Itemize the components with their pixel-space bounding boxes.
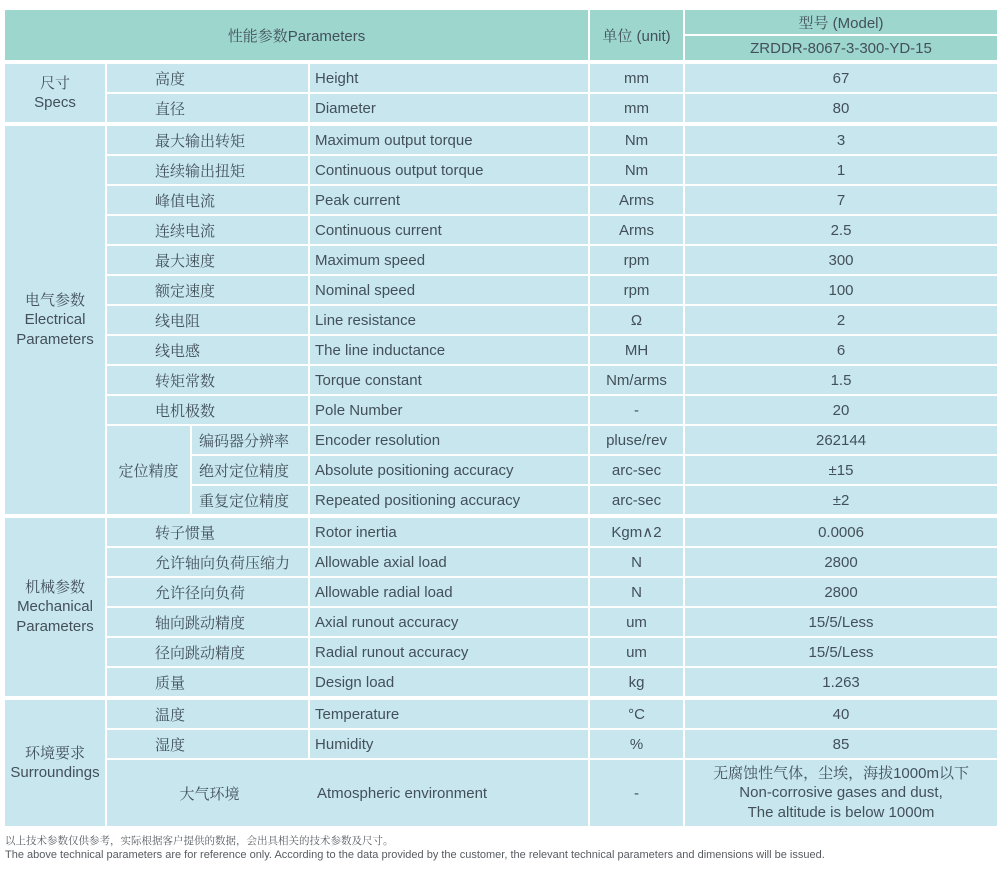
table-row [4, 637, 998, 667]
param-name-cn: 绝对定位精度 [191, 455, 309, 485]
unit-cell: arc-sec [589, 455, 684, 485]
section-label-en: Electrical Parameters [16, 311, 94, 348]
value-line: Non-corrosive gases and dust, [739, 784, 943, 802]
param-name-en: Peak current [309, 185, 589, 215]
table-row [4, 729, 998, 759]
value-cell: 2.5 [684, 215, 998, 245]
unit-cell: N [589, 577, 684, 607]
section-label-en: Mechanical Parameters [16, 598, 94, 635]
subgroup-label: 定位精度 [106, 425, 191, 515]
unit-cell: Kgm∧2 [589, 517, 684, 547]
datasheet-page [3, 8, 997, 863]
value-cell: 3 [684, 125, 998, 155]
unit-cell: Arms [589, 185, 684, 215]
param-name-cn: 允许轴向负荷压缩力 [106, 547, 309, 577]
param-name-cn: 额定速度 [106, 275, 309, 305]
param-name-en: Humidity [309, 729, 589, 759]
param-name-en: Atmospheric environment [317, 784, 488, 802]
value-cell: 1 [684, 155, 998, 185]
param-name-en: Continuous current [309, 215, 589, 245]
table-row [4, 63, 998, 93]
section-label-en: Surroundings [10, 764, 100, 781]
unit-cell: N [589, 547, 684, 577]
param-name-en: Height [309, 63, 589, 93]
value-cell: 1.5 [684, 365, 998, 395]
param-name-cn: 最大速度 [106, 245, 309, 275]
unit-cell: rpm [589, 245, 684, 275]
param-name-cn: 连续输出扭矩 [106, 155, 309, 185]
value-cell: 262144 [684, 425, 998, 455]
unit-cell: Nm [589, 155, 684, 185]
table-row [4, 395, 998, 425]
param-name-cn: 转子惯量 [106, 517, 309, 547]
unit-cell: % [589, 729, 684, 759]
unit-cell: - [589, 759, 684, 827]
value-cell [684, 759, 998, 827]
spec-sections [3, 62, 997, 828]
footnote-cn: 以上技术参数仅供参考，实际根据客户提供的数据，会出具相关的技术参数及尺寸。 [5, 835, 394, 847]
param-name-en: Encoder resolution [309, 425, 589, 455]
param-name-cn: 电机极数 [106, 395, 309, 425]
param-name-cn: 直径 [106, 93, 309, 123]
unit-cell: kg [589, 667, 684, 697]
section-table-surroundings [3, 698, 999, 828]
param-name-cn: 大气环境 [179, 785, 240, 803]
section-label [4, 63, 106, 123]
section-table-electrical [3, 124, 999, 516]
section-table-mechanical [3, 516, 999, 698]
value-cell: 15/5/Less [684, 637, 998, 667]
value-cell: 85 [684, 729, 998, 759]
value-cell: 6 [684, 335, 998, 365]
param-name-en: Rotor inertia [309, 517, 589, 547]
param-name-cn: 线电阻 [106, 305, 309, 335]
param-name-cn: 转矩常数 [106, 365, 309, 395]
section-label-cn: 尺寸 [39, 74, 70, 92]
table-row [4, 667, 998, 697]
param-name-cn: 轴向跳动精度 [106, 607, 309, 637]
param-name-en: Allowable radial load [309, 577, 589, 607]
table-row [4, 155, 998, 185]
value-cell: 40 [684, 699, 998, 729]
param-name-cn: 连续电流 [106, 215, 309, 245]
unit-cell: rpm [589, 275, 684, 305]
value-cell: 2800 [684, 547, 998, 577]
param-name-en: Radial runout accuracy [309, 637, 589, 667]
table-row [4, 215, 998, 245]
value-cell: 80 [684, 93, 998, 123]
param-name-en: Nominal speed [309, 275, 589, 305]
param-name-en: Diameter [309, 93, 589, 123]
param-name-cn: 峰值电流 [106, 185, 309, 215]
unit-cell: pluse/rev [589, 425, 684, 455]
section-label [4, 699, 106, 827]
table-row [4, 425, 998, 455]
table-row [4, 607, 998, 637]
model-header-cell: 型号 (Model) [684, 9, 998, 35]
value-cell: 2 [684, 305, 998, 335]
value-cell: 15/5/Less [684, 607, 998, 637]
value-cell: 1.263 [684, 667, 998, 697]
section-label-cn: 机械参数 [24, 578, 85, 596]
unit-cell: um [589, 637, 684, 667]
unit-cell: Ω [589, 305, 684, 335]
param-name-cn: 湿度 [106, 729, 309, 759]
spec-table-header [3, 8, 999, 62]
unit-cell: - [589, 395, 684, 425]
section-label [4, 517, 106, 697]
parameters-header-cell: 性能参数Parameters [4, 9, 589, 61]
param-name-cn: 最大输出转矩 [106, 125, 309, 155]
unit-cell: arc-sec [589, 485, 684, 515]
param-name-cn: 温度 [106, 699, 309, 729]
unit-cell: °C [589, 699, 684, 729]
value-cell: 2800 [684, 577, 998, 607]
table-row [4, 275, 998, 305]
value-line: The altitude is below 1000m [747, 803, 935, 821]
table-row [4, 125, 998, 155]
unit-cell: mm [589, 93, 684, 123]
param-name-en: Axial runout accuracy [309, 607, 589, 637]
param-name-en: Design load [309, 667, 589, 697]
param-name-cn: 质量 [106, 667, 309, 697]
section-label-en: Specs [34, 94, 76, 111]
footnote-en: The above technical parameters are for reference only. According to the data provided by the customer, the relevant technical parameters and dimensions will be issued. [5, 849, 825, 862]
param-name-cn: 线电感 [106, 335, 309, 365]
model-value-cell: ZRDDR-8067-3-300-YD-15 [684, 35, 998, 61]
table-row [4, 517, 998, 547]
param-name-en: Torque constant [309, 365, 589, 395]
param-name-en: Allowable axial load [309, 547, 589, 577]
section-label-cn: 环境要求 [24, 744, 85, 762]
value-line: 无腐蚀性气体，尘埃，海拔1000m以下 [713, 765, 969, 783]
value-cell: 20 [684, 395, 998, 425]
unit-header-cell: 单位 (unit) [589, 9, 684, 61]
param-name-en: Maximum output torque [309, 125, 589, 155]
unit-cell: mm [589, 63, 684, 93]
table-row [4, 547, 998, 577]
param-name-cn: 允许径向负荷 [106, 577, 309, 607]
unit-cell: um [589, 607, 684, 637]
table-row [4, 245, 998, 275]
value-cell: 67 [684, 63, 998, 93]
param-name-cn: 编码器分辨率 [191, 425, 309, 455]
value-cell: ±15 [684, 455, 998, 485]
param-name-en: Pole Number [309, 395, 589, 425]
value-cell: 100 [684, 275, 998, 305]
param-name-merged [106, 759, 589, 827]
param-name-cn: 径向跳动精度 [106, 637, 309, 667]
param-name-cn: 重复定位精度 [191, 485, 309, 515]
value-cell: 0.0006 [684, 517, 998, 547]
table-row [4, 335, 998, 365]
param-name-en: Repeated positioning accuracy [309, 485, 589, 515]
param-name-cn: 高度 [106, 63, 309, 93]
unit-cell: Nm/arms [589, 365, 684, 395]
unit-cell: MH [589, 335, 684, 365]
param-name-en: Maximum speed [309, 245, 589, 275]
table-row [4, 365, 998, 395]
param-name-en: Continuous output torque [309, 155, 589, 185]
table-row [4, 577, 998, 607]
section-label-cn: 电气参数 [24, 291, 85, 309]
footnote [3, 834, 997, 863]
table-row [4, 93, 998, 123]
value-cell: 7 [684, 185, 998, 215]
value-cell: ±2 [684, 485, 998, 515]
param-name-en: Temperature [309, 699, 589, 729]
table-row [4, 759, 998, 827]
param-name-en: Line resistance [309, 305, 589, 335]
table-row [4, 185, 998, 215]
unit-cell: Nm [589, 125, 684, 155]
section-label [4, 125, 106, 515]
param-name-en: The line inductance [309, 335, 589, 365]
table-row [4, 305, 998, 335]
value-cell: 300 [684, 245, 998, 275]
table-row [4, 9, 998, 35]
param-name-wrap [107, 783, 588, 804]
section-table-specs [3, 62, 999, 124]
param-name-en: Absolute positioning accuracy [309, 455, 589, 485]
table-row [4, 699, 998, 729]
unit-cell: Arms [589, 215, 684, 245]
